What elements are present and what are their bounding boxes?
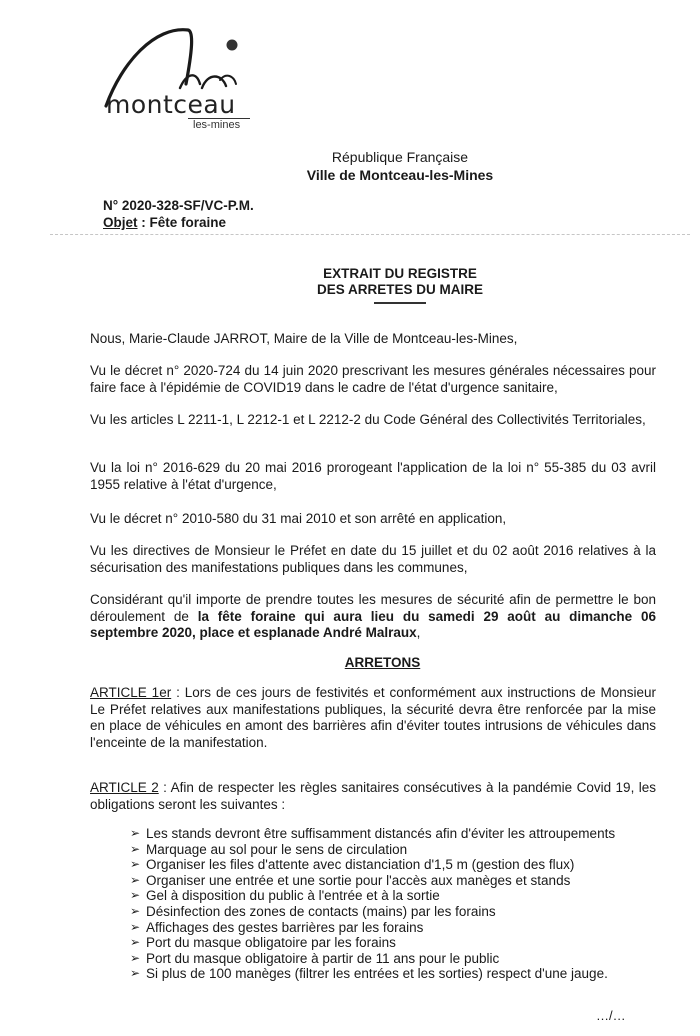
montceau-logo (100, 22, 270, 134)
arrow-bullet-icon: ➢ (130, 950, 141, 965)
object-line (103, 214, 254, 231)
list-item (130, 857, 615, 873)
list-item-text: Désinfection des zones de contacts (mains) par les forains (146, 903, 496, 919)
paragraph-considerant (90, 592, 656, 642)
arrow-bullet-icon: ➢ (130, 935, 141, 950)
article-2 (90, 780, 656, 813)
considerant-end: , (416, 625, 421, 640)
paragraph-vu-directives-prefet: Vu les directives de Monsieur le Préfet en date du 15 juillet et du 02 août 2016 relatives à la sécurisation des manifestations publiques dans les communes, (90, 543, 656, 575)
list-item (130, 842, 615, 858)
arrow-bullet-icon: ➢ (130, 966, 141, 981)
article-2-text: : Afin de respecter les règles sanitaires consécutives à la pandémie Covid 19, les obligations seront les suivantes : (90, 780, 657, 812)
list-item (130, 873, 615, 889)
republic-heading: République Française (331, 149, 469, 165)
arrow-bullet-icon: ➢ (130, 919, 141, 934)
arrow-bullet-icon: ➢ (130, 826, 141, 840)
arrow-bullet-icon: ➢ (130, 841, 141, 856)
list-item (130, 966, 615, 982)
obligations-list (130, 826, 615, 982)
article-1 (90, 685, 656, 751)
list-item-text: Organiser une entrée et une sortie pour l'accès aux manèges et stands (146, 872, 571, 888)
list-item-text: Si plus de 100 manèges (filtrer les entrées et les sorties) respect d'une jauge. (146, 966, 608, 982)
city-heading: Ville de Montceau-les-Mines (306, 167, 494, 183)
logo-name: montceau (106, 90, 236, 119)
arrow-bullet-icon: ➢ (130, 857, 141, 872)
register-title (300, 266, 500, 304)
paragraph-vu-decret-covid: Vu le décret n° 2020-724 du 14 juin 2020 prescrivant les mesures générales nécessaires pour faire face à l'épidémie de COVID19 dans le cadre de l'état d'urgence sanitaire, (90, 363, 656, 395)
list-item-text: Affichages des gestes barrières par les forains (146, 919, 424, 935)
list-item (130, 904, 615, 920)
list-item-text: Marquage au sol pour le sens de circulation (146, 841, 408, 857)
arretons-heading: ARRETONS (344, 655, 421, 670)
list-item-text: Port du masque obligatoire à partir de 11 ans pour le public (146, 950, 500, 966)
list-item-text: Gel à disposition du public à l'entrée et à la sortie (146, 888, 440, 904)
list-item (130, 920, 615, 936)
arrow-bullet-icon: ➢ (130, 888, 141, 903)
logo-subtitle: les-mines (193, 119, 241, 131)
continuation-mark: …/… (596, 1008, 626, 1023)
arrow-bullet-icon: ➢ (130, 872, 141, 887)
register-title-line2: DES ARRETES DU MAIRE (316, 282, 483, 297)
object-value: : Fête foraine (137, 215, 227, 230)
paragraph-nous: Nous, Marie-Claude JARROT, Maire de la Ville de Montceau-les-Mines, (90, 331, 518, 346)
arrow-bullet-icon: ➢ (130, 903, 141, 918)
decree-number: N° 2020-328-SF/VC-P.M. (103, 198, 254, 213)
paragraph-vu-loi-urgence: Vu la loi n° 2016-629 du 20 mai 2016 prorogeant l'application de la loi n° 55-385 du 03 avril 1955 relative à l'état d'urgence, (90, 460, 656, 492)
considerant-event: la fête foraine qui aura lieu du samedi 29 août au dimanche 06 septembre 2020, place et esplanade André Malraux (90, 608, 656, 640)
reference-block (103, 197, 254, 231)
list-item (130, 826, 615, 842)
list-item (130, 951, 615, 967)
list-item-text: Port du masque obligatoire par les forains (146, 935, 396, 951)
considerant-text: Considérant qu'il importe de prendre toutes les mesures de sécurité afin de permettre le bon déroulement de (90, 592, 656, 624)
paragraph-vu-cgct: Vu les articles L 2211-1, L 2212-1 et L 2212-2 du Code Général des Collectivités Territoriales, (90, 412, 646, 427)
article-2-label: ARTICLE 2 (90, 780, 159, 795)
list-item (130, 888, 615, 904)
register-title-line1: EXTRAIT DU REGISTRE (323, 266, 477, 281)
article-1-label: ARTICLE 1er (90, 685, 172, 700)
list-item (130, 935, 615, 951)
separator (50, 234, 690, 235)
article-1-text: : Lors de ces jours de festivités et conformément aux instructions de Monsieur Le Préfet relatives aux manifestations publiques, la sécurité devra être renforcée par la mise en place de véhicules en amont des barrières afin d'éviter toutes intrusions de véhicules dans l'enceinte de la manifestation. (90, 685, 657, 750)
list-item-text: Les stands devront être suffisamment distancés afin d'éviter les attroupements (146, 826, 616, 841)
paragraph-vu-decret-2010: Vu le décret n° 2010-580 du 31 mai 2010 et son arrêté en application, (90, 511, 507, 526)
list-item-text: Organiser les files d'attente avec distanciation d'1,5 m (gestion des flux) (146, 857, 575, 873)
object-label: Objet (103, 215, 138, 230)
title-underline (374, 302, 426, 304)
header (300, 149, 500, 183)
